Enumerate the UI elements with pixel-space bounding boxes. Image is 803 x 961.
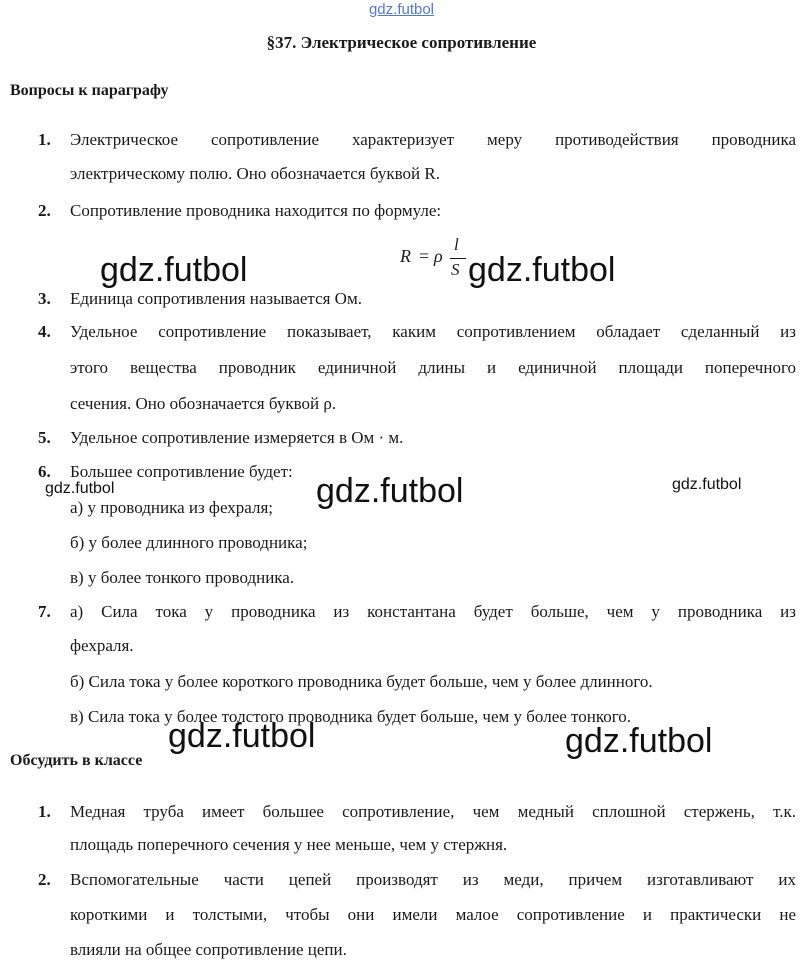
item-line: влияли на общее сопротивление цепи.	[70, 940, 347, 959]
item-line: короткими и толстыми, чтобы они имели малое сопротивление и практически не	[70, 905, 796, 924]
item-number: 7.	[38, 602, 51, 621]
sub-item: б) у более длинного проводника;	[70, 533, 308, 552]
item-line: Большее сопротивление будет:	[70, 462, 293, 481]
formula-R: R	[400, 246, 411, 266]
section-heading-questions: Вопросы к параграфу	[10, 82, 169, 99]
item-line: сечения. Оно обозначается буквой ρ.	[70, 394, 337, 413]
sub-item: а) у проводника из фехраля;	[70, 498, 273, 517]
item-line: площадь поперечного сечения у нее меньше, чем у стержня.	[70, 835, 508, 854]
watermark: gdz.futbol	[100, 251, 248, 289]
item-number: 2.	[38, 201, 51, 220]
formula-rho: ρ	[434, 246, 443, 266]
item-number: 4.	[38, 322, 51, 341]
item-line: электрическому полю. Оно обозначается буквой R.	[70, 164, 440, 183]
sub-item: в) Сила тока у более толстого проводника будет больше, чем у более тонкого.	[70, 707, 632, 726]
watermark: gdz.futbol	[316, 472, 464, 510]
sub-item: в) у более тонкого проводника.	[70, 568, 295, 587]
formula-numerator: l	[454, 235, 459, 254]
fraction-bar	[450, 258, 466, 259]
item-number: 1.	[38, 802, 51, 821]
item-number: 1.	[38, 130, 51, 149]
item-number: 5.	[38, 428, 51, 447]
item-line: Вспомогательные части цепей производят из меди, причем изготавливают их	[70, 870, 796, 889]
page-title: §37. Электрическое сопротивление	[266, 33, 537, 52]
section-heading-discuss: Обсудить в классе	[10, 752, 143, 769]
item-line: Удельное сопротивление показывает, каким сопротивлением обладает сделанный из	[70, 322, 796, 341]
watermark: gdz.futbol	[168, 717, 316, 755]
item-line: Медная труба имеет большее сопротивление, чем медный сплошной стержень, т.к.	[70, 802, 796, 821]
formula-denominator: S	[451, 260, 460, 279]
item-line: фехраля.	[70, 636, 134, 655]
watermark: gdz.futbol	[468, 251, 616, 289]
watermark: gdz.futbol	[565, 722, 713, 760]
top-watermark-link[interactable]: gdz.futbol	[368, 1, 435, 18]
item-line: этого вещества проводник единичной длины и единичной площади поперечного	[70, 358, 796, 377]
sub-item: б) Сила тока у более короткого проводника будет больше, чем у более длинного.	[70, 672, 653, 691]
item-line: Электрическое сопротивление характеризует меру противодействия проводника	[70, 130, 796, 149]
item-number: 6.	[38, 462, 51, 481]
formula-equals: =	[419, 246, 430, 266]
item-line: а) Сила тока у проводника из константана будет больше, чем у проводника из	[70, 602, 796, 621]
watermark: gdz.futbol	[672, 476, 742, 493]
item-number: 2.	[38, 870, 51, 889]
item-line: Удельное сопротивление измеряется в Ом · м.	[70, 428, 404, 447]
item-line: Единица сопротивления называется Ом.	[70, 289, 362, 308]
watermark: gdz.futbol	[45, 480, 115, 497]
item-line: Сопротивление проводника находится по формуле:	[70, 201, 442, 220]
item-number: 3.	[38, 289, 51, 308]
